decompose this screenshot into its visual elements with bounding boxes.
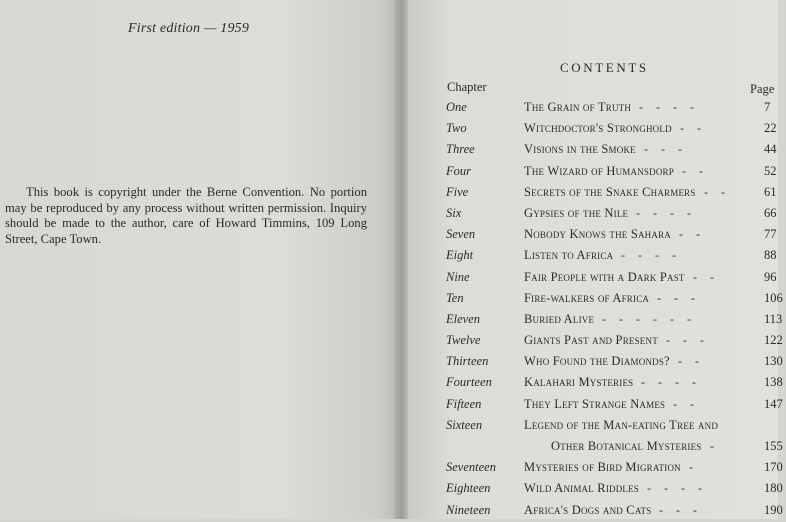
toc-entry [446, 140, 786, 161]
chapter-number: Nine [446, 269, 470, 284]
toc-entry [446, 204, 786, 225]
chapter-number: Nineteen [446, 502, 491, 517]
chapter-number: Twelve [446, 333, 481, 348]
chapter-title: They Left Strange Names [524, 396, 666, 411]
dot-leader: - - - [644, 142, 687, 157]
dot-leader: - - [673, 396, 699, 411]
toc-entry [446, 352, 786, 373]
chapter-title: Visions in the Smoke [524, 142, 636, 157]
chapter-title: Fire-walkers of Africa [524, 290, 650, 305]
chapter-title: The Grain of Truth [524, 100, 632, 114]
dot-leader: - - - - [647, 481, 707, 496]
page-number: 7 [764, 100, 771, 114]
page-number: 113 [764, 311, 783, 326]
toc-entry [446, 162, 786, 183]
page-number: 96 [764, 269, 777, 284]
toc-entry [446, 119, 786, 140]
chapter-title: Kalahari Mysteries [524, 375, 634, 390]
page-number: 66 [764, 205, 777, 220]
dot-leader: - - [679, 227, 705, 242]
toc-entry [446, 479, 786, 500]
chapter-number: One [446, 100, 467, 114]
toc-entry [446, 416, 786, 437]
page-number: 190 [764, 502, 783, 517]
page-number: 130 [764, 354, 783, 369]
chapter-title: Nobody Knows the Sahara [524, 227, 671, 242]
chapter-number: Eleven [446, 311, 481, 326]
toc-entry [446, 331, 786, 352]
chapter-number: Seventeen [446, 460, 496, 475]
toc-entry [446, 289, 786, 310]
chapter-number: Three [446, 142, 475, 157]
chapter-number: Fourteen [446, 375, 492, 390]
page-number: 44 [764, 142, 777, 157]
chapter-number: Four [446, 163, 471, 178]
chapter-title: Secrets of the Snake Charmers [524, 184, 696, 199]
chapter-title: Giants Past and Present [524, 333, 658, 348]
chapter-number: Eight [446, 248, 474, 263]
chapter-number: Sixteen [446, 417, 483, 432]
chapter-title: Legend of the Man-eating Tree and [524, 417, 719, 432]
dot-leader: - [710, 439, 719, 453]
dot-leader: - - - [657, 290, 700, 305]
page-number: 138 [764, 375, 783, 390]
dot-leader: - - - [666, 333, 709, 348]
dot-leader: - - [693, 269, 719, 284]
page-number: 106 [764, 290, 783, 305]
toc-entry [446, 458, 786, 479]
chapter-title: Other Botanical Mysteries [551, 439, 702, 453]
toc-entry [446, 183, 786, 204]
toc-entry [446, 98, 786, 119]
dot-leader: - - - - - - [602, 311, 696, 326]
toc-entry [446, 373, 786, 394]
dot-leader: - - [678, 354, 704, 369]
page-number: 52 [764, 163, 777, 178]
chapter-title: Who Found the Diamonds? [524, 354, 670, 369]
chapter-number: Ten [446, 290, 464, 305]
edition-note: First edition — 1959 [128, 21, 250, 36]
chapter-number: Thirteen [446, 354, 489, 369]
dot-leader: - - - - [636, 205, 696, 220]
copyright-notice: This book is copyright under the Berne Convention. No portion may be reproduced by any process without written permission. Inquiry should be made to the author, care of Howard Timmins, 109 Long Street, Cape Town. [5, 185, 367, 246]
dot-leader: - - - - [641, 375, 701, 390]
dot-leader: - - [704, 184, 730, 199]
toc-entry [446, 437, 786, 458]
chapter-title: Mysteries of Bird Migration [524, 460, 681, 475]
page-number: 77 [764, 227, 777, 242]
page-number: 147 [764, 396, 783, 411]
chapter-title: Gypsies of the Nile [524, 205, 629, 220]
chapter-title: Listen to Africa [524, 248, 614, 263]
page-number: 61 [764, 184, 777, 199]
toc-entry [446, 501, 786, 522]
dot-leader: - - [680, 121, 706, 136]
chapter-number: Fifteen [446, 396, 482, 411]
dot-leader: - - - [659, 502, 702, 517]
page-number: 180 [764, 481, 783, 496]
page-column-label: Page [750, 82, 775, 96]
toc-entry [446, 310, 786, 331]
chapter-title: Wild Animal Riddles [524, 481, 640, 496]
toc-entry [446, 246, 786, 267]
page-number: 170 [764, 460, 783, 475]
table-of-contents [446, 98, 786, 522]
dot-leader: - - [682, 163, 708, 178]
toc-entry [446, 268, 786, 289]
page-number: 88 [764, 248, 777, 263]
chapter-column-label: Chapter [447, 80, 487, 94]
toc-entry [446, 395, 786, 416]
chapter-number: Five [446, 184, 469, 199]
chapter-title: Witchdoctor's Stronghold [524, 121, 672, 136]
chapter-title: Buried Alive [524, 311, 595, 326]
contents-heading: CONTENTS [560, 60, 649, 75]
dot-leader: - - - - [621, 248, 681, 263]
page-number: 122 [764, 333, 783, 348]
dot-leader: - - - - [639, 100, 699, 114]
toc-entry [446, 225, 786, 246]
chapter-number: Eighteen [446, 481, 491, 496]
dot-leader: - [689, 460, 698, 475]
chapter-number: Two [446, 121, 467, 136]
chapter-title: Africa's Dogs and Cats [524, 502, 652, 517]
chapter-title: The Wizard of Humansdorp [524, 163, 674, 178]
page-number: 155 [764, 439, 783, 453]
page-number: 22 [764, 121, 777, 136]
chapter-title: Fair People with a Dark Past [524, 269, 685, 284]
chapter-number: Seven [446, 227, 476, 242]
chapter-number: Six [446, 205, 462, 220]
